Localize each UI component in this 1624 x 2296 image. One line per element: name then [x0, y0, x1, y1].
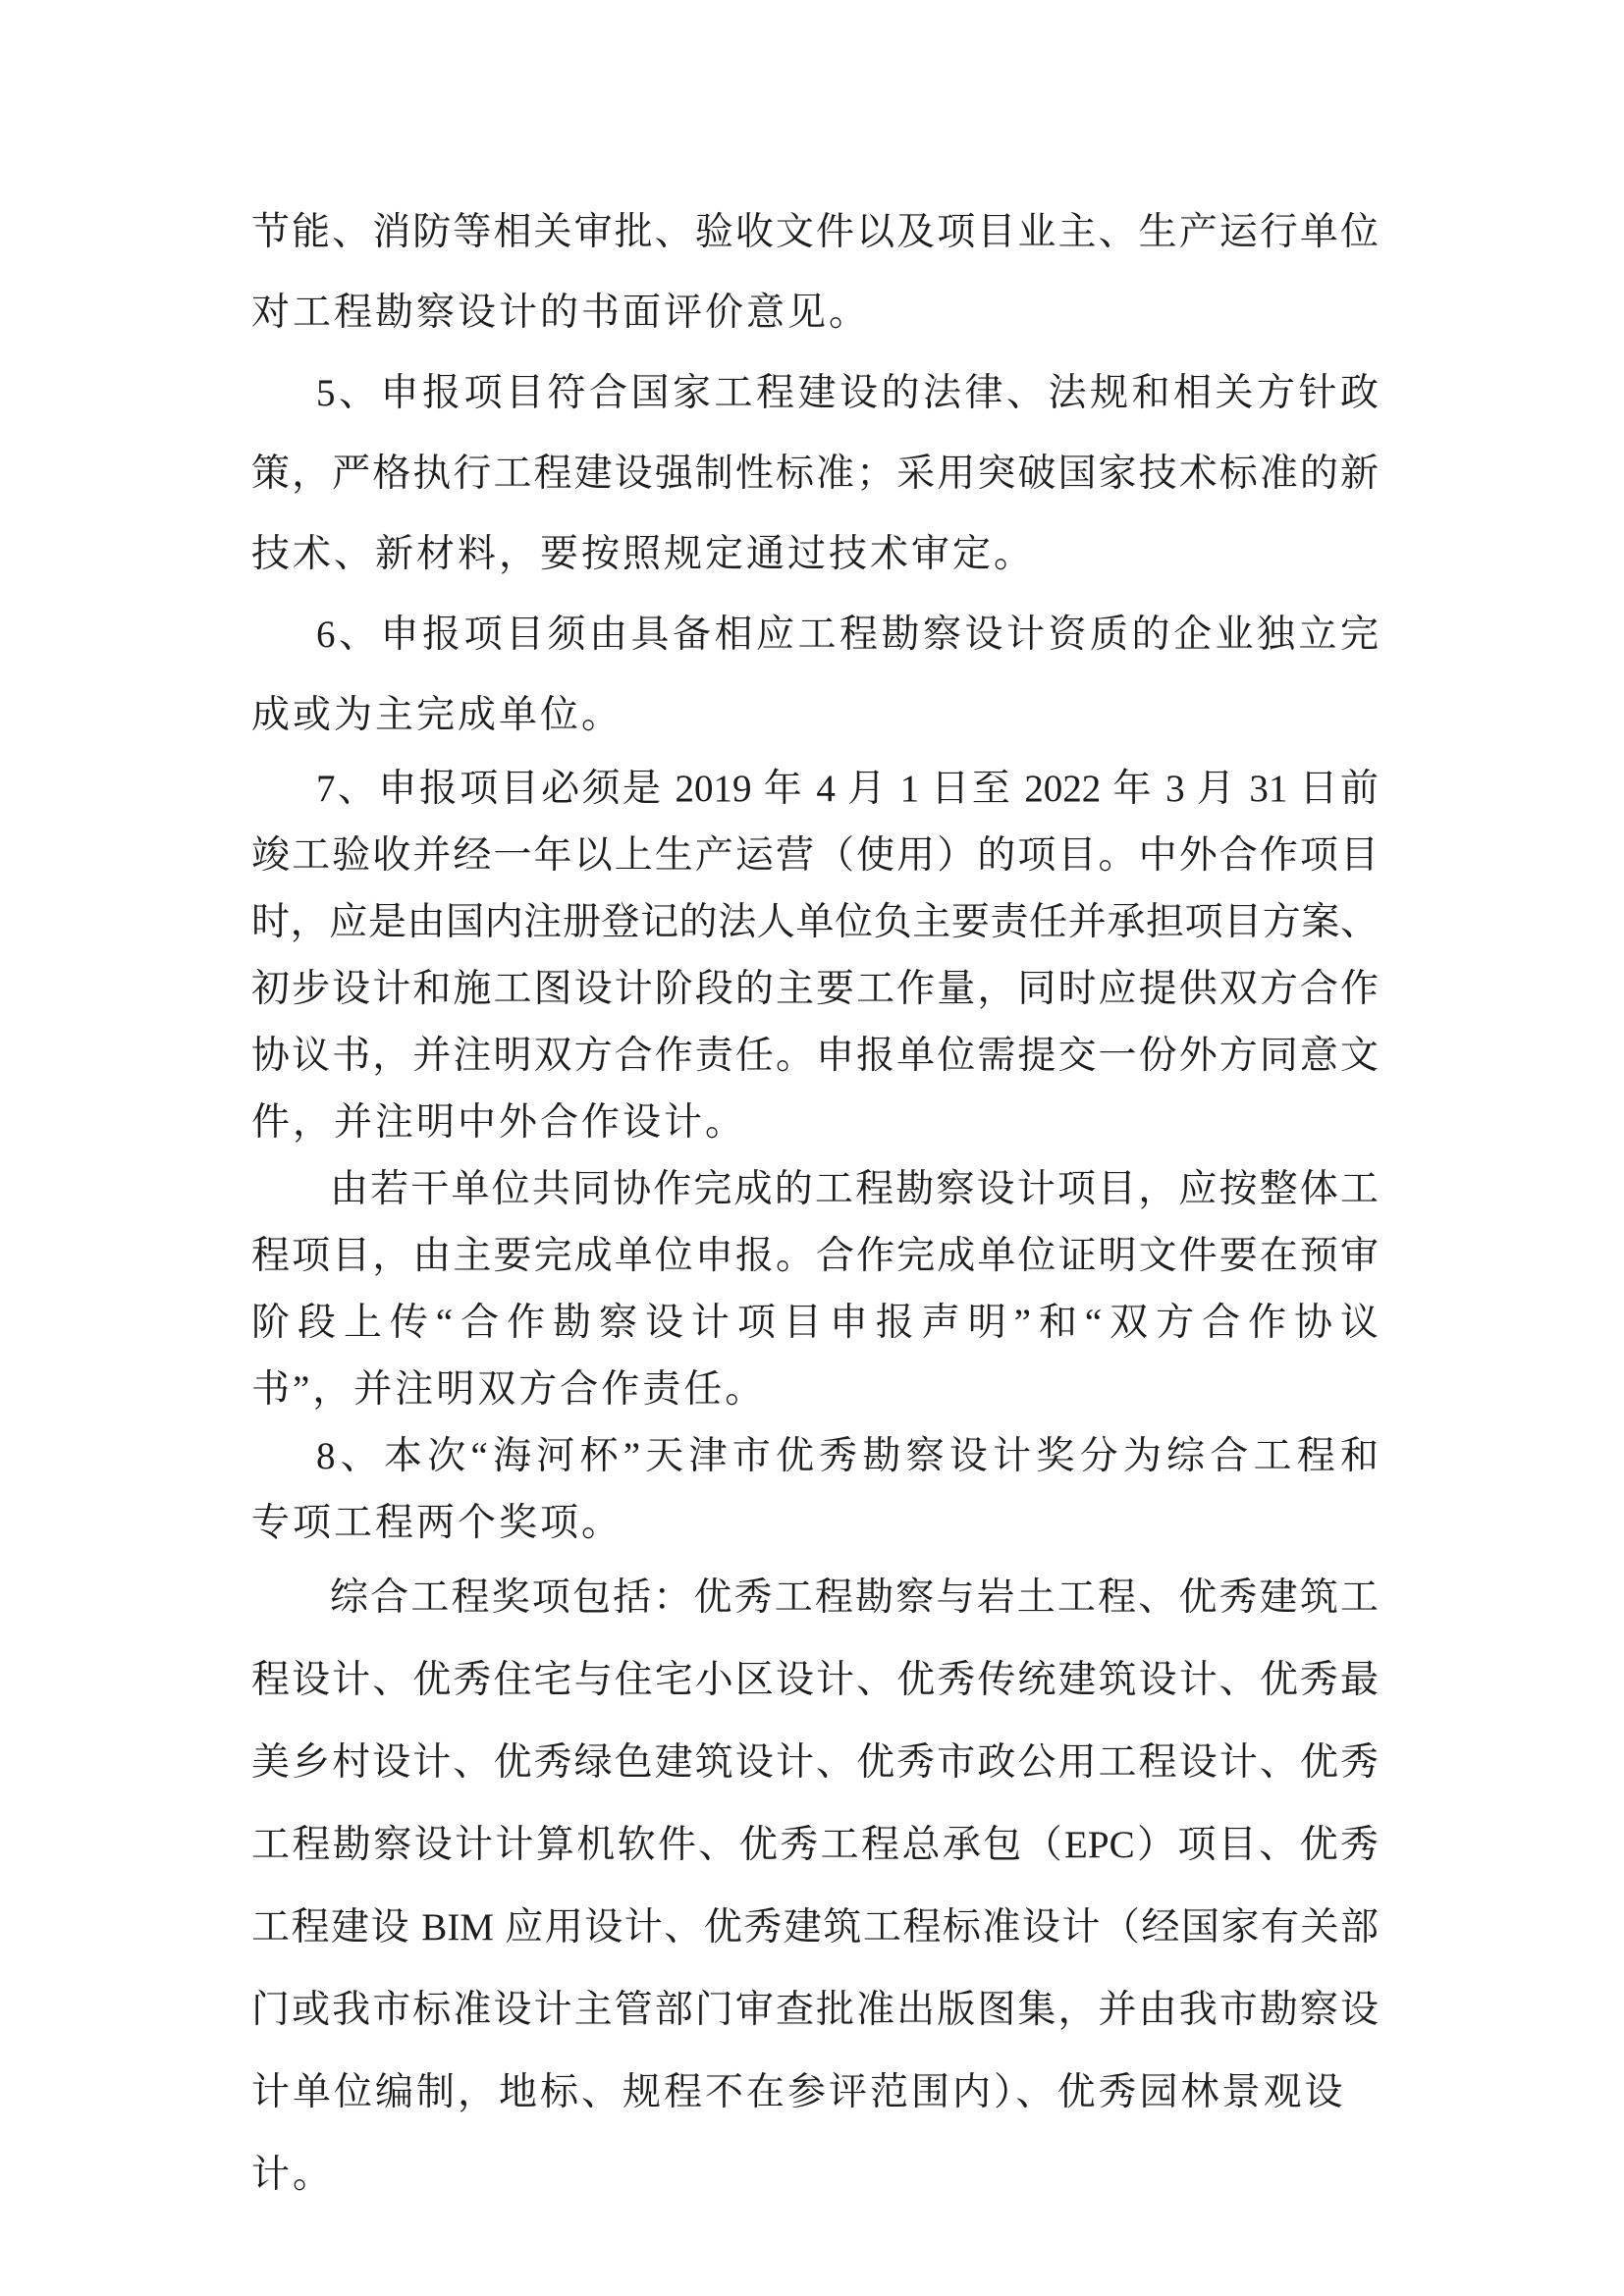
text-line: 计单位编制，地标、规程不在参评范围内）、优秀园林景观设计。 — [251, 2071, 1346, 2196]
text-line: 综合工程奖项包括：优秀工程勘察与岩土工程、优秀建筑工 — [330, 1576, 1379, 1619]
text-line: 初步设计和施工图设计阶段的主要工作量，同时应提供双方合作 — [251, 968, 1379, 1010]
text-line: 美乡村设计、优秀绿色建筑设计、优秀市政公用工程设计、优秀 — [251, 1741, 1379, 1784]
text-line: 工程建设 BIM 应用设计、优秀建筑工程标准设计（经国家有关部 — [251, 1906, 1379, 1949]
text-line: 专项工程两个奖项。 — [251, 1502, 623, 1544]
text-line: 节能、消防等相关审批、验收文件以及项目业主、生产运行单位 — [251, 211, 1379, 253]
text-line: 竣工验收并经一年以上生产运营（使用）的项目。中外合作项目 — [251, 834, 1379, 877]
text-line: 8、本次“海河杯”天津市优秀勘察设计奖分为综合工程和 — [316, 1435, 1379, 1477]
text-line: 策，严格执行工程建设强制性标准；采用突破国家技术标准的新 — [251, 453, 1379, 495]
text-line: 阶段上传“合作勘察设计项目申报声明”和“双方合作协议 — [251, 1302, 1379, 1344]
text-line: 7、申报项目必须是 2019 年 4 月 1 日至 2022 年 3 月 31 日前 — [316, 768, 1379, 810]
text-line: 6、申报项目须由具备相应工程勘察设计资质的企业独立完 — [316, 614, 1379, 656]
document-text-block — [251, 192, 1379, 2196]
text-line: 5、申报项目符合国家工程建设的法律、法规和相关方针政 — [316, 372, 1379, 414]
text-line: 技术、新材料，要按照规定通过技术审定。 — [251, 533, 1036, 575]
text-line: 协议书，并注明双方合作责任。申报单位需提交一份外方同意文 — [251, 1035, 1379, 1077]
text-line: 成或为主完成单位。 — [251, 694, 623, 736]
text-line: 时，应是由国内注册登记的法人单位负主要责任并承担项目方案、 — [251, 901, 1379, 943]
text-line: 书”，并注明双方合作责任。 — [251, 1368, 767, 1411]
text-line: 件，并注明中外合作设计。 — [251, 1101, 747, 1144]
text-line: 程设计、优秀住宅与住宅小区设计、优秀传统建筑设计、优秀最 — [251, 1659, 1379, 1701]
text-line: 工程勘察设计计算机软件、优秀工程总承包（EPC）项目、优秀 — [251, 1824, 1379, 1866]
text-line: 由若干单位共同协作完成的工程勘察设计项目，应按整体工 — [330, 1168, 1379, 1210]
text-line: 程项目，由主要完成单位申报。合作完成单位证明文件要在预审 — [251, 1235, 1379, 1277]
text-line: 对工程勘察设计的书面评价意见。 — [251, 292, 871, 334]
text-line: 门或我市标准设计主管部门审查批准出版图集，并由我市勘察设 — [251, 1989, 1379, 2031]
